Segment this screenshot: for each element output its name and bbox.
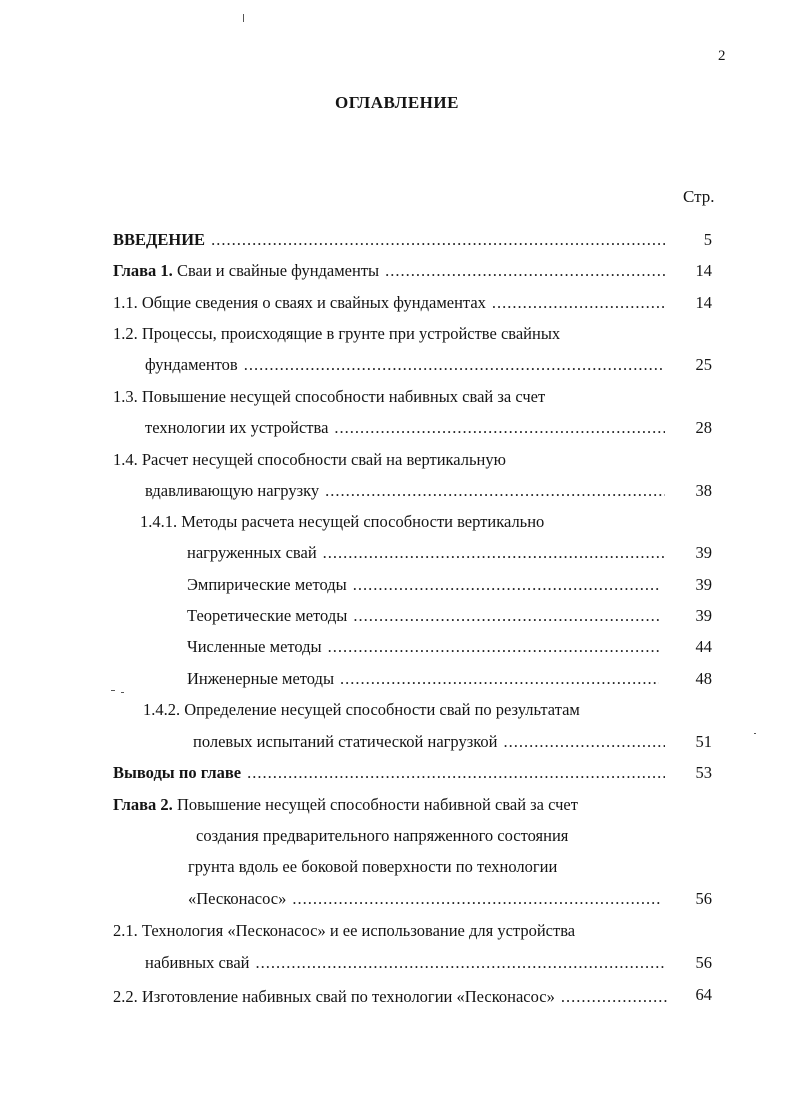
scan-speck — [754, 733, 756, 734]
toc-entry — [187, 605, 665, 627]
toc-page-ref: 39 — [695, 606, 712, 625]
toc-entry-continuation — [187, 542, 669, 564]
toc-entry-continuation — [145, 417, 669, 439]
toc-entry-label: создания предварительного напряженного состояния — [196, 826, 569, 845]
toc-page-ref: 64 — [695, 985, 712, 1004]
toc-page-ref: 39 — [695, 575, 712, 594]
leader-dots — [492, 292, 665, 314]
toc-entry — [187, 574, 665, 596]
leader-dots — [256, 952, 665, 974]
leader-dots — [334, 417, 665, 439]
toc-entry — [113, 794, 578, 816]
toc-entry-label: Выводы по главе — [113, 763, 242, 782]
toc-entry-label: Технология «Песконасос» и ее использование для устройства — [141, 921, 576, 940]
leader-dots — [328, 636, 659, 658]
toc-entry-prefix: 1.4. — [113, 450, 138, 469]
toc-entry — [113, 986, 673, 1008]
toc-entry — [113, 920, 575, 942]
toc-page-ref: 28 — [695, 418, 712, 437]
leader-dots — [292, 888, 662, 910]
toc-entry — [113, 260, 669, 282]
toc-entry-label: Методы расчета несущей способности вертикально — [181, 512, 545, 531]
toc-entry-continuation — [188, 888, 666, 910]
toc-page-ref: 25 — [695, 355, 712, 374]
toc-entry-continuation — [193, 731, 669, 753]
leader-dots — [353, 605, 661, 627]
page-number: 2 — [718, 48, 726, 64]
leader-dots — [211, 229, 665, 251]
leader-dots — [353, 574, 661, 596]
toc-entry — [140, 511, 544, 533]
toc-page-ref: 39 — [695, 543, 712, 562]
toc-entry — [113, 229, 669, 251]
toc-entry-label: Эмпирические методы — [187, 575, 347, 594]
toc-entry-label: вдавливающую нагрузку — [145, 481, 320, 500]
toc-entry-label: фундаментов — [145, 355, 238, 374]
toc-entry — [187, 668, 663, 690]
toc-page-ref: 51 — [695, 732, 712, 751]
leader-dots — [385, 260, 665, 282]
toc-entry-label: нагруженных свай — [187, 543, 317, 562]
toc-entry-label: Общие сведения о сваях и свайных фундаментах — [141, 293, 486, 312]
toc-page-ref: 53 — [695, 763, 712, 782]
toc-entry-prefix: 2.1. — [113, 921, 138, 940]
toc-entry-continuation — [145, 480, 669, 502]
leader-dots — [340, 668, 659, 690]
toc-page-ref: 56 — [695, 953, 712, 972]
toc-entry-label: Определение несущей способности свай по результатам — [184, 700, 580, 719]
toc-entry-continuation — [145, 354, 669, 376]
toc-entry-prefix: Глава 1. — [113, 261, 173, 280]
leader-dots — [561, 986, 669, 1008]
toc-entry-continuation — [145, 952, 669, 974]
toc-entry-label: Повышение несущей способности набивных свай за счет — [141, 387, 546, 406]
toc-entry-label: Сваи и свайные фундаменты — [176, 261, 380, 280]
toc-entry — [187, 636, 663, 658]
toc-entry-label: Расчет несущей способности свай на вертикальную — [141, 450, 506, 469]
toc-page-ref: 38 — [695, 481, 712, 500]
toc-entry — [113, 762, 669, 784]
toc-entry-label: Повышение несущей способности набивной свай за счет — [176, 795, 578, 814]
toc-entry-label: ВВЕДЕНИЕ — [113, 230, 206, 249]
toc-entry — [113, 323, 560, 345]
toc-entry-continuation — [188, 856, 557, 878]
toc-page-ref: 14 — [695, 261, 712, 280]
toc-entry-label: грунта вдоль ее боковой поверхности по технологии — [188, 857, 558, 876]
toc-page-ref: 56 — [695, 889, 712, 908]
leader-dots — [247, 762, 665, 784]
toc-entry-prefix: 2.2. — [113, 987, 138, 1006]
page-title: ОГЛАВЛЕНИЕ — [335, 93, 459, 112]
toc-entry — [113, 386, 545, 408]
toc-entry-label: Численные методы — [187, 637, 322, 656]
toc-entry-prefix: 1.4.2. — [143, 700, 181, 719]
scan-speck — [121, 692, 124, 693]
toc-entry-prefix: 1.4.1. — [140, 512, 178, 531]
toc-entry — [113, 449, 506, 471]
toc-entry-label: Инженерные методы — [187, 669, 335, 688]
leader-dots — [244, 354, 665, 376]
toc-page-ref: 44 — [695, 637, 712, 656]
leader-dots — [504, 731, 666, 753]
toc-entry-prefix: 1.2. — [113, 324, 138, 343]
scan-speck — [243, 14, 244, 22]
toc-entry-label: «Песконасос» — [188, 889, 287, 908]
toc-entry-label: Процессы, происходящие в грунте при устройстве свайных — [141, 324, 561, 343]
toc-entry-label: Теоретические методы — [187, 606, 348, 625]
toc-entry — [143, 699, 580, 721]
toc-entry-prefix: 1.1. — [113, 293, 138, 312]
toc-entry-label: Изготовление набивных свай по технологии «Песконасос» — [141, 987, 555, 1006]
toc-entry-label: технологии их устройства — [145, 418, 329, 437]
toc-page-ref: 48 — [695, 669, 712, 688]
toc-entry-label: набивных свай — [145, 953, 250, 972]
scan-speck — [111, 690, 115, 691]
toc-entry-continuation — [196, 825, 568, 847]
toc-entry-prefix: Глава 2. — [113, 795, 173, 814]
toc-page-ref: 14 — [695, 293, 712, 312]
page-column-label: Стр. — [683, 187, 715, 206]
leader-dots — [323, 542, 665, 564]
toc-entry-prefix: 1.3. — [113, 387, 138, 406]
toc-entry-label: полевых испытаний статической нагрузкой — [193, 732, 498, 751]
toc-entry — [113, 292, 669, 314]
toc-page-ref: 5 — [703, 230, 712, 249]
leader-dots — [325, 480, 665, 502]
